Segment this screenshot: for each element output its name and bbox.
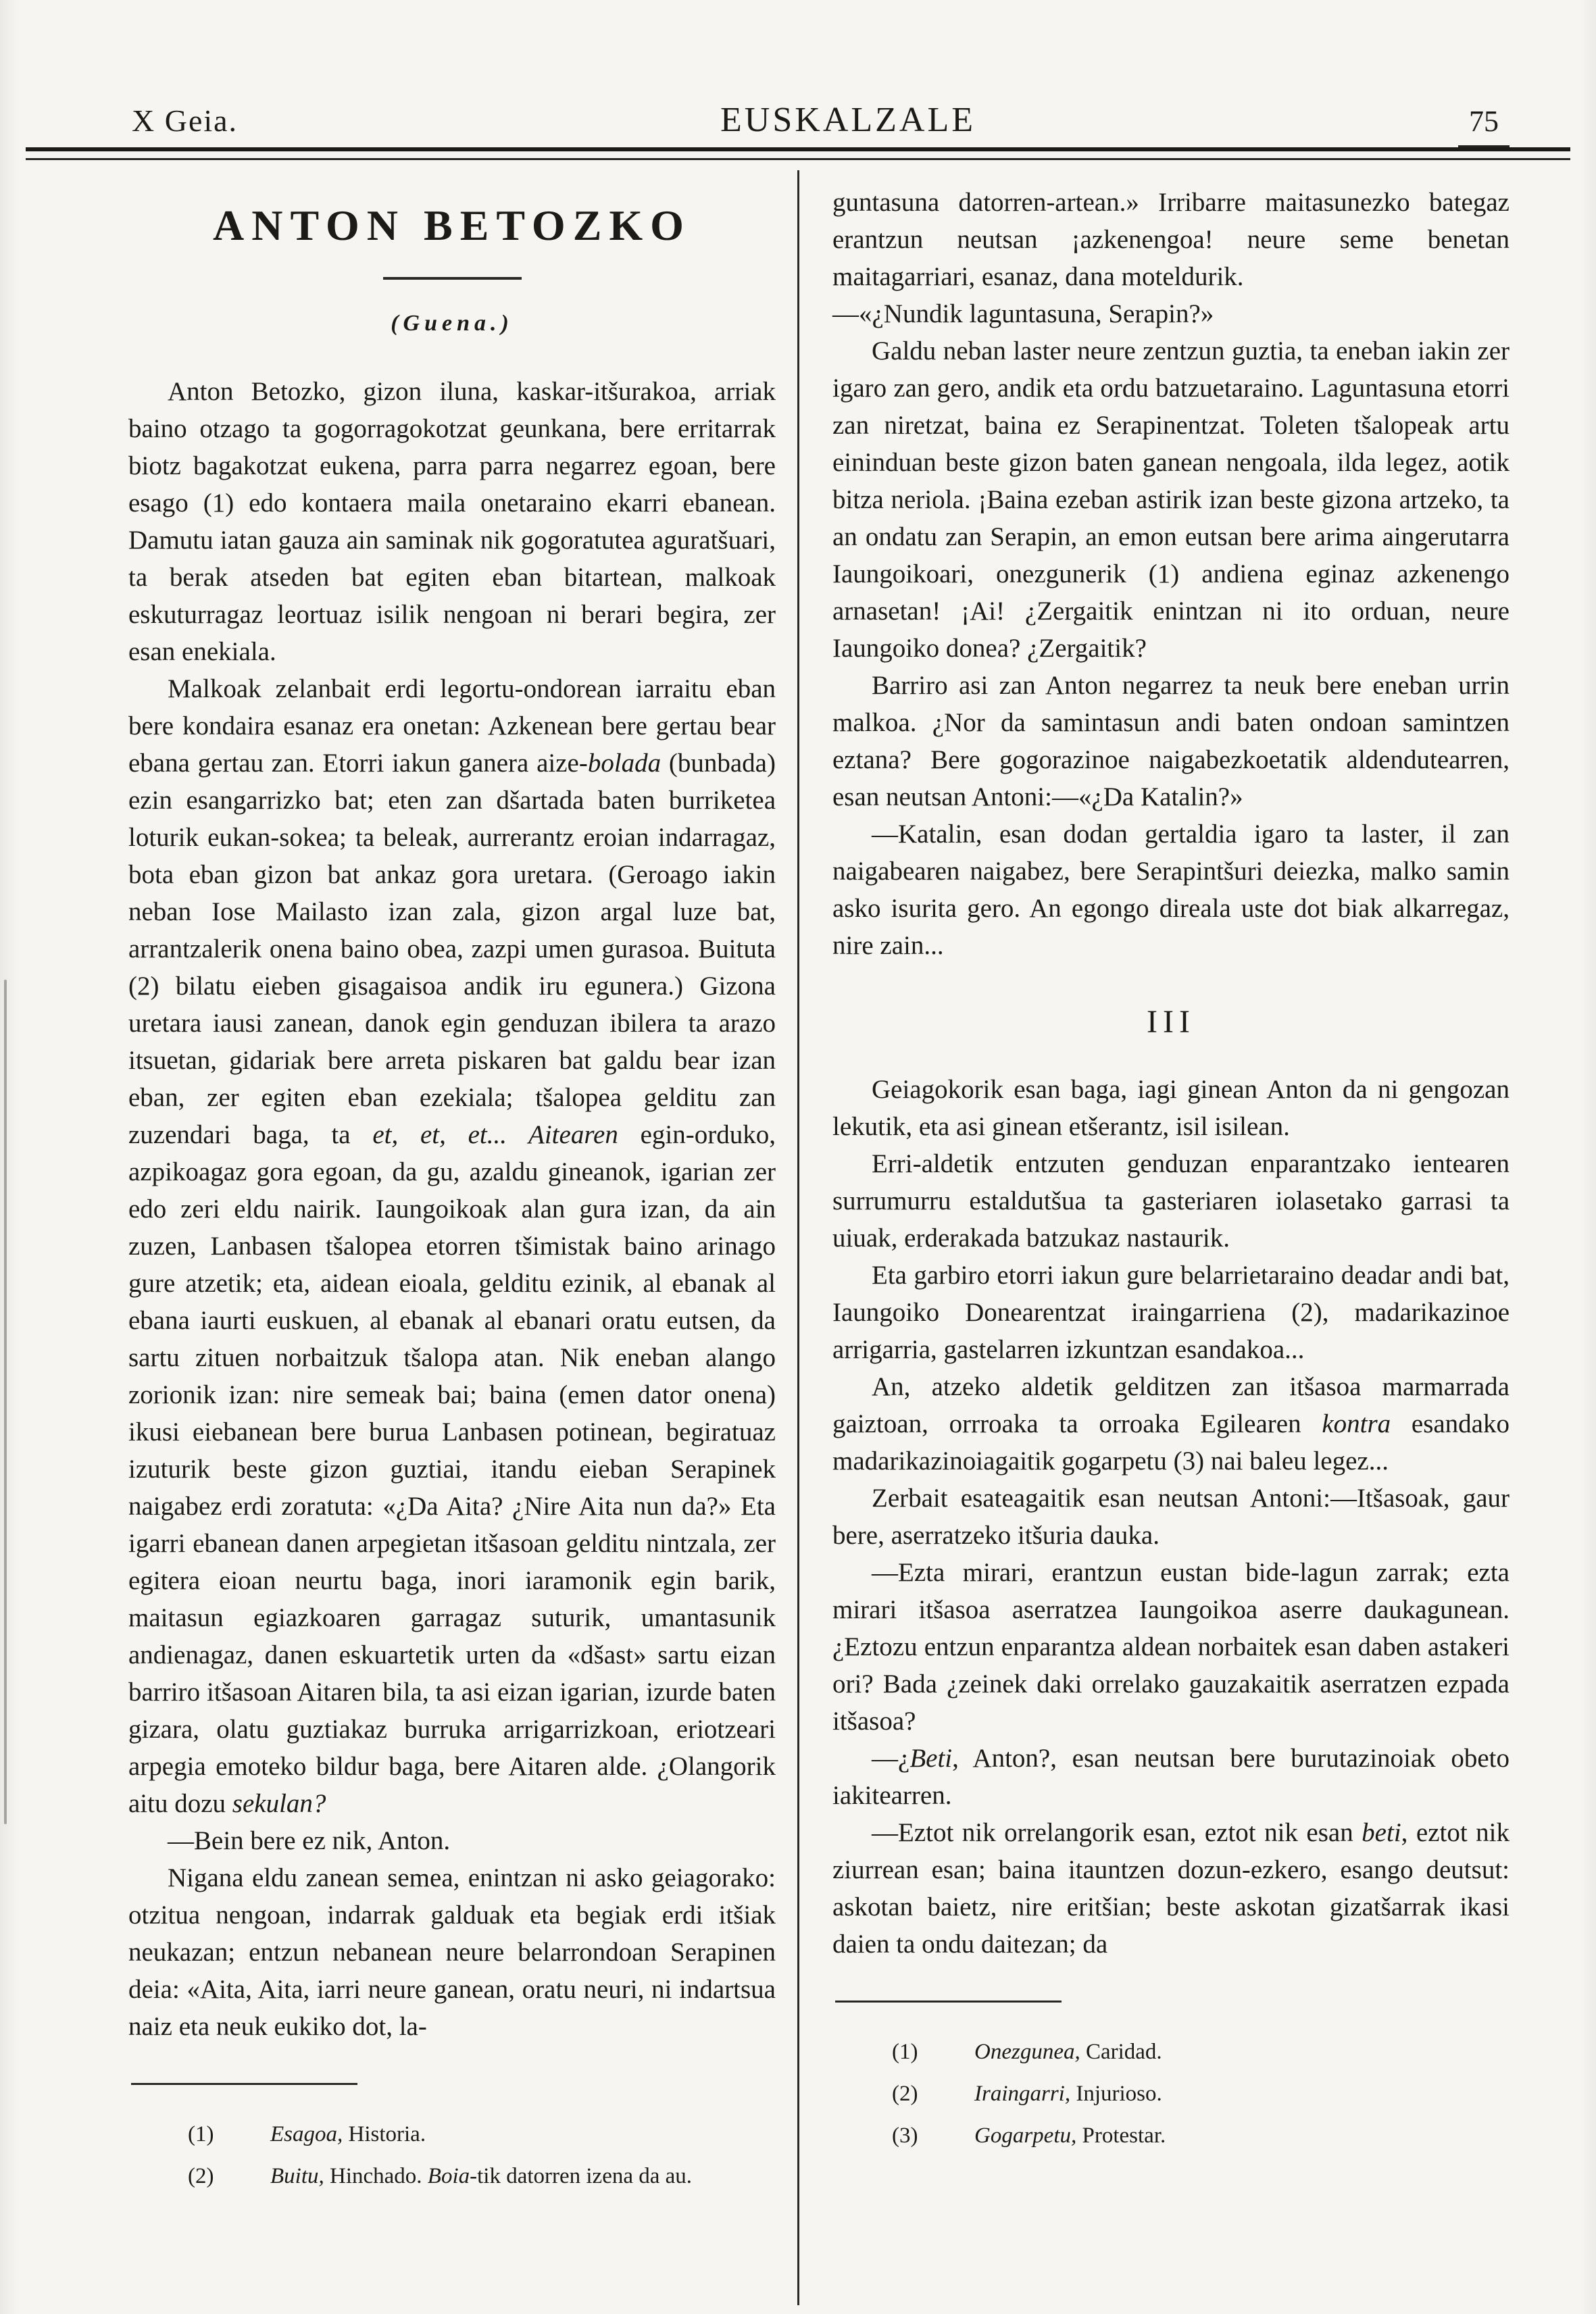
paragraph: —Eztot nik orrelangorik esan, eztot nik esan beti, eztot nik ziurrean esan; baina itauntzen dozun-ezkero, esango deutsut: askotan baietz, nire eritšian; beste askotan gizatšarrak ikasi daien ta ondu daitezan; da bbox=[832, 1818, 1510, 1959]
paragraph: Eta garbiro etorri iakun gure belarrietaraino deadar andi bat, Iaungoiko Donearentzat iraingarriena (2), madarikazinoe arrigarria, gastelarren izkuntzan esandakoa... bbox=[832, 1261, 1510, 1364]
right-footnotes bbox=[832, 2035, 1510, 2153]
column-divider bbox=[797, 170, 799, 2305]
right-column-text-upper bbox=[832, 184, 1510, 964]
journal-title: EUSKALZALE bbox=[720, 101, 976, 139]
article-title: ANTON BETOZKO bbox=[213, 201, 691, 249]
right-column bbox=[832, 169, 1510, 2161]
paragraph: Nigana eldu zanean semea, enintzan ni asko geiagorako: otzitua nengoan, indarrak galduak eta begiak erdi itšiak neukazan; entzun nebanean neure belarrondoan Serapinen deia: «Aita, Aita, iarri neure ganean, oratu neuri, ni indartsua naiz eta neuk eukiko dot, la- bbox=[128, 1863, 776, 2041]
left-column bbox=[128, 169, 776, 2201]
scan-artifact bbox=[4, 980, 7, 1824]
footnote: (2) Iraingarri, Injurioso. bbox=[892, 2082, 1162, 2106]
paragraph: Anton Betozko, gizon iluna, kaskar-itšurakoa, arriak baino otzago ta gogorragokotzat geunkana, bere erritarrak biotz bagakotzat eukena, parra parra negarrez egoan, bere esago (1) edo kontaera maila onetaraino ekarri ebanean. Damutu iatan gauza ain saminak nik gogoratutea aguratšuari, ta berak atseden bat egiten eban bitartean, malkoak eskuturragaz leortuaz isilik nengoan ni berari begira, zer esan enekiala. bbox=[128, 377, 776, 666]
paragraph: An, atzeko aldetik gelditzen zan itšasoa marmarrada gaiztoan, orrroaka ta orroaka Egilearen kontra esandako madarikazinoiagaitik gogarpetu (3) nai baleu legez... bbox=[832, 1372, 1510, 1476]
footnote: (1) Onezgunea, Caridad. bbox=[892, 2040, 1162, 2064]
right-column-text-lower bbox=[832, 1071, 1510, 1963]
header-rule bbox=[26, 147, 1570, 160]
paragraph: —Ezta mirari, erantzun eustan bide-lagun zarrak; ezta mirari itšasoa aserratzea Iaungoikoa aserre daukagunean. ¿Eztozu entzun enparantza aldean norbaitek esan daben astakeri ori? Bada ¿zeinek daki orrelako gauzakaitik aserratzen ezpada itšasoa? bbox=[832, 1558, 1510, 1736]
section-label: X Geia. bbox=[132, 103, 239, 138]
paragraph: guntasuna datorren-artean.» Irribarre maitasunezko bategaz erantzun neutsan ¡azkenengoa! neure seme benetan maitagarriari, esanaz, dana moteldurik. bbox=[832, 188, 1510, 291]
paragraph: —Katalin, esan dodan gertaldia igaro ta laster, il zan naigabearen naigabez, bere Serapintšuri deiezka, malko samin asko isurita gero. An egongo direala uste dot biak alkarregaz, nire zain... bbox=[832, 820, 1510, 960]
paragraph: Barriro asi zan Anton negarrez ta neuk bere eneban urrin malkoa. ¿Nor da samintasun andi baten ondoan samintzen eztana? Bere gogorazinoe naigabezkoetatik aldendutearren, esan neutsan Antoni:—«¿Da Katalin?» bbox=[832, 671, 1510, 811]
footnote-rule-right bbox=[835, 2001, 1062, 2003]
footnote: (2) Buitu, Hinchado. Boia-tik datorren izena da au. bbox=[188, 2164, 693, 2188]
paragraph: Malkoak zelanbait erdi legortu-ondorean iarraitu eban bere kondaira esanaz era onetan: Azkenean bere gertau bear ebana gertau zan. Etorri iakun ganera aize-bolada (bunbada) ezin esangarrizko bat; eten zan dšartada baten burriketea loturik eukan-sokea; ta beleak, aurrerantz eroian indarragaz, bota eban gizon bat ankaz gora uretara. (Geroago iakin neban Iose Mailasto izan zala, gizon argal luze bat, arrantzalerik onena baino obea, zazpi umen gurasoa. Buituta (2) bilatu eieben gisagaisoa andik iru egunera.) Gizona uretara iausi zanean, danok egin genduzan ibilera ta arazo itsuetan, gidariak bere arreta piskaren bat galdu bear izan eban, zer egiten eban ezekiala; tšalopea gelditu zan zuzendari baga, ta et, et, et... Aitearen egin-orduko, azpikoagaz gora egoan, da gu, azaldu gineanok, igarian zer edo zeri eldu nairik. Iaungoikoak alan gura izan, da ain zuzen, Lanbasen tšalopea etorren tšimistak baino arinago gure atzetik; eta, aidean eioala, gelditu ezinik, al ebanak al ebana iaurti euskuen, al ebanak al ebanari oratu eutsen, da sartu zituen norbaitzuk tšalopa atan. Nik eneban alango zorionik izan: nire semeak bai; baina (emen dator onena) ikusi eiebanean bere burua Lanbasen potinean, begiratuaz izuturik beste gizon guztiai, itandu eieban Serapinek naigabez erdi zoratuta: «¿Da Aita? ¿Nire Aita nun da?» Eta igarri ebanean danen arpegietan itšasoan gelditu nintzala, zer egitera eioan neurtu baga, inori iaramonik egin barik, maitasun egiazkoaren garragaz suturik, umantasunik andienagaz, danen eskuartetik urten da «dšast» sartu eizan barriro itšasoan Aitaren bila, ta asi eizan igarian, izurde baten gizara, olatu guztiakaz burruka arrigarrizkoan, eriotzeari arpegia emoteko bildur baga, bere Aitaren alde. ¿Olangorik aitu dozu sekulan? bbox=[128, 674, 776, 1818]
left-column-text bbox=[128, 373, 776, 2045]
page-number: 75 bbox=[1469, 105, 1499, 138]
article-subtitle: (Guena.) bbox=[391, 311, 514, 336]
paragraph: —¿Beti, Anton?, esan neutsan bere burutazinoiak obeto iakitearren. bbox=[832, 1744, 1510, 1810]
page-number-underline bbox=[1458, 104, 1510, 148]
footnote-rule-left bbox=[131, 2083, 357, 2085]
paragraph: —«¿Nundik laguntasuna, Serapin?» bbox=[832, 299, 1214, 328]
footnote: (3) Gogarpetu, Protestar. bbox=[892, 2123, 1166, 2148]
page-header bbox=[132, 100, 1510, 148]
chapter-heading: III bbox=[1147, 1004, 1195, 1040]
paragraph: —Bein bere ez nik, Anton. bbox=[168, 1826, 451, 1855]
paragraph: Geiagokorik esan baga, iagi ginean Anton da ni gengozan lekutik, eta asi ginean etšerantz, isil isilean. bbox=[832, 1075, 1510, 1141]
paragraph: Zerbait esateagaitik esan neutsan Antoni:—Itšasoak, gaur bere, aserratzeko itšuria dauka. bbox=[832, 1484, 1510, 1550]
paragraph: Erri-aldetik entzuten genduzan enparantzako ientearen surrumurru estaldutšua ta gasteriaren iolasetako garrasi ta uiuak, erderakada batzukaz nastaurik. bbox=[832, 1149, 1510, 1253]
title-rule bbox=[383, 277, 522, 280]
paragraph: Galdu neban laster neure zentzun guztia, ta eneban iakin zer igaro zan gero, andik eta ordu batzuetaraino. Laguntasuna etorri zan niretzat, baina ez Serapinentzat. Toleten tšalopeak artu eininduan beste gizon baten ganean nengoala, ilda legez, aotik bitza neriola. ¡Baina ezeban astirik izan beste gizona artzeko, ta an ondatu zan Serapin, an emon eutsan bere arima aingerutarra Iaungoikoari, onezgunerik (1) andiena eginaz azkenengo arnasetan! ¡Ai! ¿Zergaitik enintzan ni ito orduan, neure Iaungoiko donea? ¿Zergaitik? bbox=[832, 336, 1510, 663]
left-footnotes bbox=[128, 2117, 776, 2193]
footnote: (1) Esagoa, Historia. bbox=[188, 2122, 426, 2146]
